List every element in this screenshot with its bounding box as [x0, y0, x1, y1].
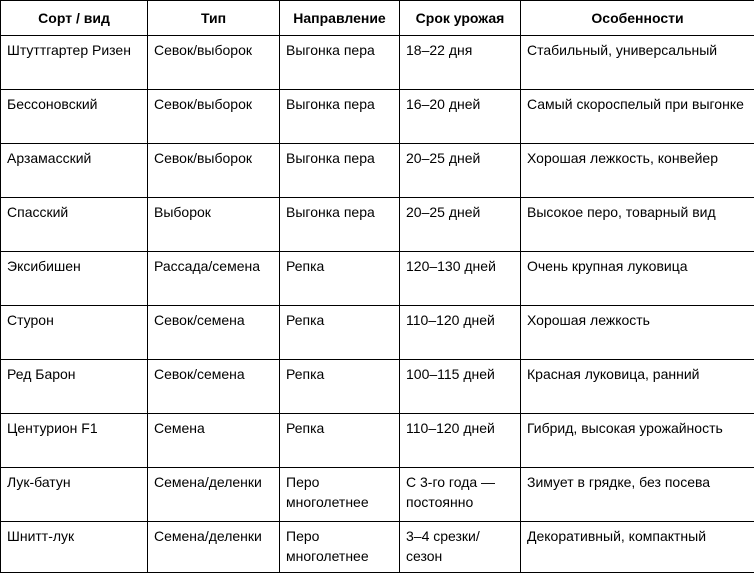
- cell-variety: Шнитт-лук: [1, 522, 148, 573]
- cell-direction: Репка: [280, 306, 400, 360]
- cell-type: Севок/выборок: [148, 36, 280, 90]
- table-row: [1, 198, 754, 252]
- cell-variety: Центурион F1: [1, 414, 148, 468]
- cell-type: Севок/выборок: [148, 144, 280, 198]
- cell-type: Семена/деленки: [148, 468, 280, 522]
- cell-harvest-period: 20–25 дней: [400, 198, 521, 252]
- cell-variety: Стурон: [1, 306, 148, 360]
- cell-variety: Спасский: [1, 198, 148, 252]
- cell-harvest-period: 20–25 дней: [400, 144, 521, 198]
- cell-variety: Эксибишен: [1, 252, 148, 306]
- table-row: [1, 414, 754, 468]
- cell-direction: Репка: [280, 252, 400, 306]
- cell-direction: Выгонка пера: [280, 144, 400, 198]
- cell-features: Хорошая лежкость, конвейер: [521, 144, 754, 198]
- table-row: [1, 522, 754, 573]
- cell-features: Зимует в грядке, без посева: [521, 468, 754, 522]
- table-header-row: [1, 1, 754, 36]
- table-row: [1, 90, 754, 144]
- cell-type: Севок/выборок: [148, 90, 280, 144]
- cell-variety: Арзамасский: [1, 144, 148, 198]
- cell-type: Севок/семена: [148, 360, 280, 414]
- table-row: [1, 306, 754, 360]
- cell-direction: Перо многолетнее: [280, 522, 400, 573]
- cell-features: Высокое перо, товарный вид: [521, 198, 754, 252]
- cell-variety: Лук-батун: [1, 468, 148, 522]
- cell-direction: Выгонка пера: [280, 36, 400, 90]
- cell-type: Выборок: [148, 198, 280, 252]
- cell-features: Хорошая лежкость: [521, 306, 754, 360]
- cell-harvest-period: 18–22 дня: [400, 36, 521, 90]
- cell-type: Семена/деленки: [148, 522, 280, 573]
- cell-harvest-period: 3–4 срезки/сезон: [400, 522, 521, 573]
- table-row: [1, 36, 754, 90]
- cell-type: Семена: [148, 414, 280, 468]
- cell-features: Самый скороспелый при выгонке: [521, 90, 754, 144]
- cell-type: Рассада/семена: [148, 252, 280, 306]
- cell-direction: Выгонка пера: [280, 198, 400, 252]
- header-harvest-period: Срок урожая: [400, 1, 521, 36]
- cell-type: Севок/семена: [148, 306, 280, 360]
- cell-features: Красная луковица, ранний: [521, 360, 754, 414]
- cell-direction: Репка: [280, 360, 400, 414]
- header-variety: Сорт / вид: [1, 1, 148, 36]
- cell-harvest-period: 100–115 дней: [400, 360, 521, 414]
- cell-harvest-period: 110–120 дней: [400, 414, 521, 468]
- cell-features: Гибрид, высокая урожайность: [521, 414, 754, 468]
- cell-direction: Выгонка пера: [280, 90, 400, 144]
- table-row: [1, 144, 754, 198]
- cell-variety: Бессоновский: [1, 90, 148, 144]
- header-direction: Направление: [280, 1, 400, 36]
- cell-direction: Репка: [280, 414, 400, 468]
- cell-features: Очень крупная луковица: [521, 252, 754, 306]
- table-row: [1, 468, 754, 522]
- cell-harvest-period: С 3-го года — постоянно: [400, 468, 521, 522]
- cell-features: Стабильный, универсальный: [521, 36, 754, 90]
- cell-harvest-period: 110–120 дней: [400, 306, 521, 360]
- header-features: Особенности: [521, 1, 754, 36]
- table-row: [1, 252, 754, 306]
- table-row: [1, 360, 754, 414]
- cell-features: Декоративный, компактный: [521, 522, 754, 573]
- cell-direction: Перо многолетнее: [280, 468, 400, 522]
- cell-variety: Ред Барон: [1, 360, 148, 414]
- cell-harvest-period: 16–20 дней: [400, 90, 521, 144]
- cell-variety: Штуттгартер Ризен: [1, 36, 148, 90]
- cell-harvest-period: 120–130 дней: [400, 252, 521, 306]
- header-type: Тип: [148, 1, 280, 36]
